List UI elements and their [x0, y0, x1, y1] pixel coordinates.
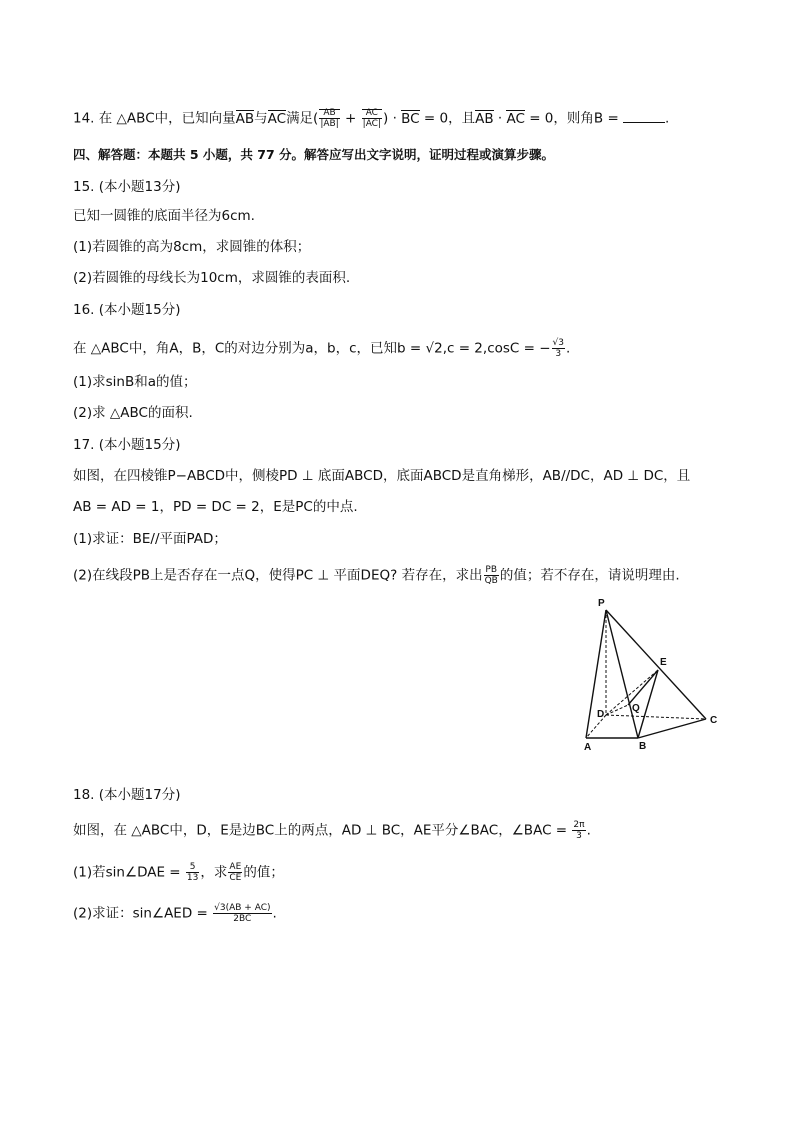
part-text: ，求 [200, 864, 228, 881]
label-b: B [639, 741, 647, 752]
label-c: C [710, 715, 718, 726]
fraction [213, 903, 271, 924]
part-text: . [272, 905, 277, 922]
fraction-numerator: √3 [552, 338, 565, 348]
edge-pc [606, 610, 706, 719]
question-stem: 如图，在四棱锥P−ABCD中，侧棱PD ⊥ 底面ABCD，底面ABCD是直角梯形，AB//DC，AD ⊥ DC，且 [73, 468, 691, 484]
edge-bc [638, 719, 706, 738]
stem-text: . [566, 340, 571, 357]
label-p: P [598, 598, 605, 609]
edge-dc [606, 715, 706, 719]
fraction-numerator: PB [485, 565, 498, 575]
label-q: Q [632, 703, 640, 714]
fraction-numerator: 2π [573, 820, 585, 830]
q14-text: . [665, 110, 670, 127]
q14-text: = 0，则角B = [524, 110, 624, 127]
answer-blank [623, 110, 665, 123]
q14-line [73, 108, 669, 129]
fraction-denominator: |AB| [320, 119, 339, 129]
fraction [228, 862, 242, 883]
q14-text: = 0，且 [419, 110, 476, 127]
q14-text: + [340, 110, 361, 127]
vector-ab: AB [235, 110, 255, 127]
fraction-denominator: 3 [555, 349, 562, 359]
edge-pb [606, 610, 638, 738]
fraction [572, 820, 585, 841]
part-text: (2)在线段PB上是否存在一点Q，使得PC ⊥ 平面DEQ? 若存在，求出 [73, 567, 483, 584]
fraction [552, 338, 565, 359]
stem-text: 在 △ABC中，角A，B，C的对边分别为a，b，c，已知b = √2,c = 2,cosC = − [73, 340, 551, 357]
question-part: (2)求 △ABC的面积. [73, 405, 193, 421]
vector-ac: AC [506, 110, 525, 127]
question-stem: 已知一圆锥的底面半径为6cm. [73, 208, 255, 224]
section-heading: 四、解答题：本题共 5 小题，共 77 分。解答应写出文字说明，证明过程或演算步骤。 [73, 147, 555, 162]
fraction-denominator: CE [229, 873, 242, 883]
vector-ac: AC [267, 110, 287, 127]
fraction-denominator: QB [484, 576, 498, 586]
stem-text: 如图，在 △ABC中，D，E是边BC上的两点，AD ⊥ BC，AE平分∠BAC，∠BAC = [73, 822, 572, 839]
label-d: D [597, 709, 605, 720]
fraction [186, 862, 199, 883]
pyramid-figure [578, 593, 726, 755]
q14-text: ) · [383, 110, 402, 127]
vector-bc: BC [401, 110, 420, 127]
fraction-numerator: AE [229, 862, 242, 872]
question-header: 15. (本小题13分) [73, 179, 181, 195]
stem-text: . [586, 822, 591, 839]
part-text: (1)若sin∠DAE = [73, 864, 185, 881]
q14-text: 与 [254, 110, 268, 127]
part-text: (2)求证：sin∠AED = [73, 905, 213, 922]
fraction-denominator: |AC| [362, 119, 382, 129]
fraction-numerator: AC [362, 108, 382, 119]
edge-dq [606, 705, 628, 715]
fraction-numerator: 5 [186, 862, 199, 873]
fraction-numerator: AB [319, 108, 339, 119]
q14-text: · [493, 110, 507, 127]
vector-ab: AB [475, 110, 494, 127]
question-part: (1)若圆锥的高为8cm，求圆锥的体积； [73, 239, 311, 255]
question-part [73, 565, 680, 586]
label-e: E [660, 657, 667, 668]
question-header: 16. (本小题15分) [73, 302, 181, 318]
question-stem: AB = AD = 1，PD = DC = 2，E是PC的中点. [73, 499, 358, 515]
question-part [73, 903, 277, 924]
question-header: 17. (本小题15分) [73, 437, 181, 453]
fraction-numerator: √3(AB + AC) [214, 903, 271, 913]
question-part: (1)求sinB和a的值； [73, 374, 197, 390]
fraction [362, 108, 382, 129]
question-stem [73, 820, 591, 841]
fraction [484, 565, 499, 586]
fraction [319, 108, 339, 129]
part-text: 的值；若不存在，请说明理由. [499, 567, 680, 584]
fraction-denominator: 2BC [233, 914, 252, 924]
question-header: 18. (本小题17分) [73, 787, 181, 803]
part-text: 的值； [243, 864, 284, 881]
edge-be [638, 670, 658, 738]
fraction-denominator: 3 [576, 831, 582, 841]
q14-text: 14. 在 △ABC中，已知向量 [73, 110, 236, 127]
question-part [73, 862, 284, 883]
question-part: (2)若圆锥的母线长为10cm，求圆锥的表面积. [73, 270, 351, 286]
question-part: (1)求证：BE//平面PAD； [73, 531, 227, 547]
fraction-denominator: 13 [186, 873, 199, 883]
q14-text: 满足( [286, 110, 319, 127]
question-stem [73, 338, 570, 359]
label-a: A [584, 742, 592, 753]
